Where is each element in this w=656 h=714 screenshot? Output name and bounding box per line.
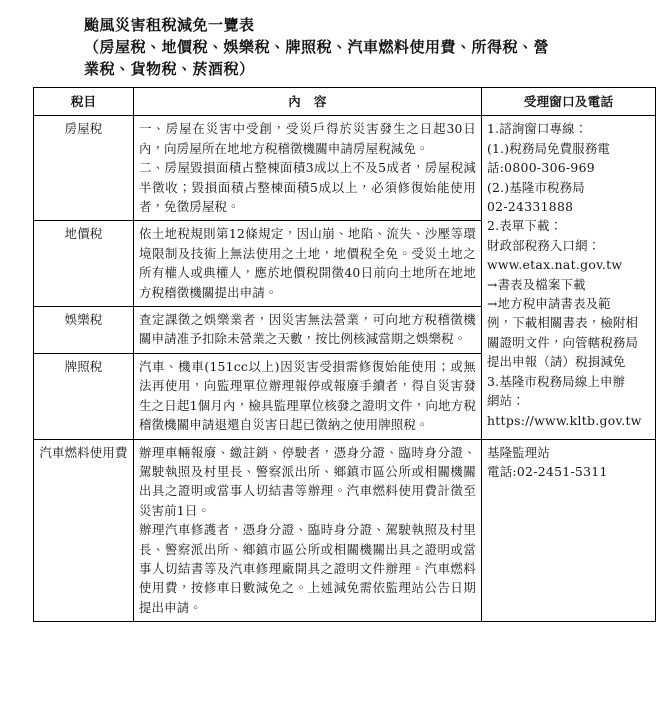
table-row: [34, 116, 656, 221]
window-line: 關證明文件，向管轄稅務局: [487, 334, 639, 350]
cell-service-window-tax-bureau: [482, 116, 656, 439]
window-line: 例，下載相關書表，檢附相: [487, 315, 639, 331]
window-line: (1.)稅務局免費服務電: [487, 140, 611, 156]
content-paragraph: 辦理汽車修護者，憑身分證、臨時身分證、駕駛執照及村里長、警察派出所、鄉鎮市區公所或相關機關出具之證明或當事人切結書等及汽車修理廠開具之證明文件辦理。汽車燃料使用費，按修車日數減免之。上述減免需依監理站公告日期提出申請。: [139, 522, 476, 615]
cell-tax-item-land-value: 地價稅: [34, 221, 134, 307]
window-line: 02-24331888: [487, 199, 574, 215]
cell-content-land-value: [134, 221, 482, 307]
title-line-1: 颱風災害租稅減免一覽表: [84, 16, 255, 34]
cell-tax-item-license: 牌照稅: [34, 353, 134, 439]
content-paragraph: 辦理車輛報廢、繳註銷、停駛者，憑身分證、臨時身分證、駕駛執照及村里長、警察派出所、鄉鎮市區公所或相關機關出具之證明或當事人切結書等辦理。汽車燃料使用費計徵至災害前1日。: [139, 444, 476, 518]
title-line-3: 業稅、貨物稅、菸酒稅）: [84, 60, 255, 78]
window-line: →書表及檔案下載: [487, 276, 586, 292]
document-title: [6, 14, 650, 80]
cell-content-amusement: [134, 307, 482, 354]
cell-tax-item-house: 房屋稅: [34, 116, 134, 221]
window-line: 提出申報（請）稅捐減免: [487, 354, 626, 370]
window-link-etax[interactable]: www.etax.nat.gov.tw: [487, 257, 623, 273]
content-paragraph: 二、房屋毀損面積占整棟面積3成以上不及5成者，房屋稅減半徵收；毀損面積占整棟面積5成以上，必須修復始能使用者，免徵房屋稅。: [139, 160, 476, 215]
window-link-kltb[interactable]: https://www.kltb.gov.tw: [487, 412, 642, 428]
window-line: 2.表單下載：: [487, 218, 563, 234]
content-paragraph: 汽車、機車(151cc以上)因災害受損需修復始能使用；或無法再使用，向監理單位辦理報停或報廢手續者，得自災害發生之日起1個月內，檢具監理單位核發之證明文件，向地方稅稽徵機關申請退還自災害日起已徵納之使用牌照稅。: [139, 358, 476, 433]
cell-content-fuel-fee: [134, 439, 482, 622]
cell-service-window-motor-office: [482, 439, 656, 622]
tax-relief-table: [33, 87, 656, 622]
window-line: (2.)基隆市稅務局: [487, 179, 585, 195]
window-line: 1.諮詢窗口專線：: [487, 121, 588, 137]
cell-content-house: [134, 116, 482, 221]
column-header-service-window: 受理窗口及電話: [482, 88, 656, 116]
cell-tax-item-amusement: 娛樂稅: [34, 307, 134, 354]
window-line: 基隆監理站: [487, 444, 550, 460]
content-paragraph: 依土地稅規則第12條規定，因山崩、地陷、流失、沙壓等環境限制及技術上無法使用之土地，地價稅全免。受災土地之所有權人或典權人，應於地價稅開徵40日前向土地所在地地方稅稽徵機關提出申請。: [139, 226, 476, 300]
table-header-row: [34, 88, 656, 116]
table-row: [34, 439, 656, 622]
cell-tax-item-fuel-fee: 汽車燃料使用費: [34, 439, 134, 622]
column-header-tax-item: 稅目: [34, 88, 134, 116]
column-header-content: 內 容: [134, 88, 482, 116]
window-line: →地方稅申請書表及範: [487, 296, 611, 312]
window-line: 3.基隆市稅務局線上申辦: [487, 373, 626, 389]
content-paragraph: 查定課徵之娛樂業者，因災害無法營業，可向地方稅稽徵機關申請准予扣除未營業之天數，按比例核減當期之娛樂稅。: [139, 312, 476, 347]
title-line-2: （房屋稅、地價稅、娛樂稅、牌照稅、汽車燃料使用費、所得稅、營: [84, 38, 550, 56]
window-line: 財政部稅務入口網：: [487, 237, 601, 253]
window-line: 話:0800-306-969: [487, 160, 595, 176]
window-line: 網站：: [487, 393, 525, 409]
content-paragraph: 一、房屋在災害中受創，受災戶得於災害發生之日起30日內，向房屋所在地地方稅稽徵機關申請房屋稅減免。: [139, 121, 476, 156]
window-line: 電話:02-2451-5311: [487, 463, 608, 479]
cell-content-license: [134, 353, 482, 439]
